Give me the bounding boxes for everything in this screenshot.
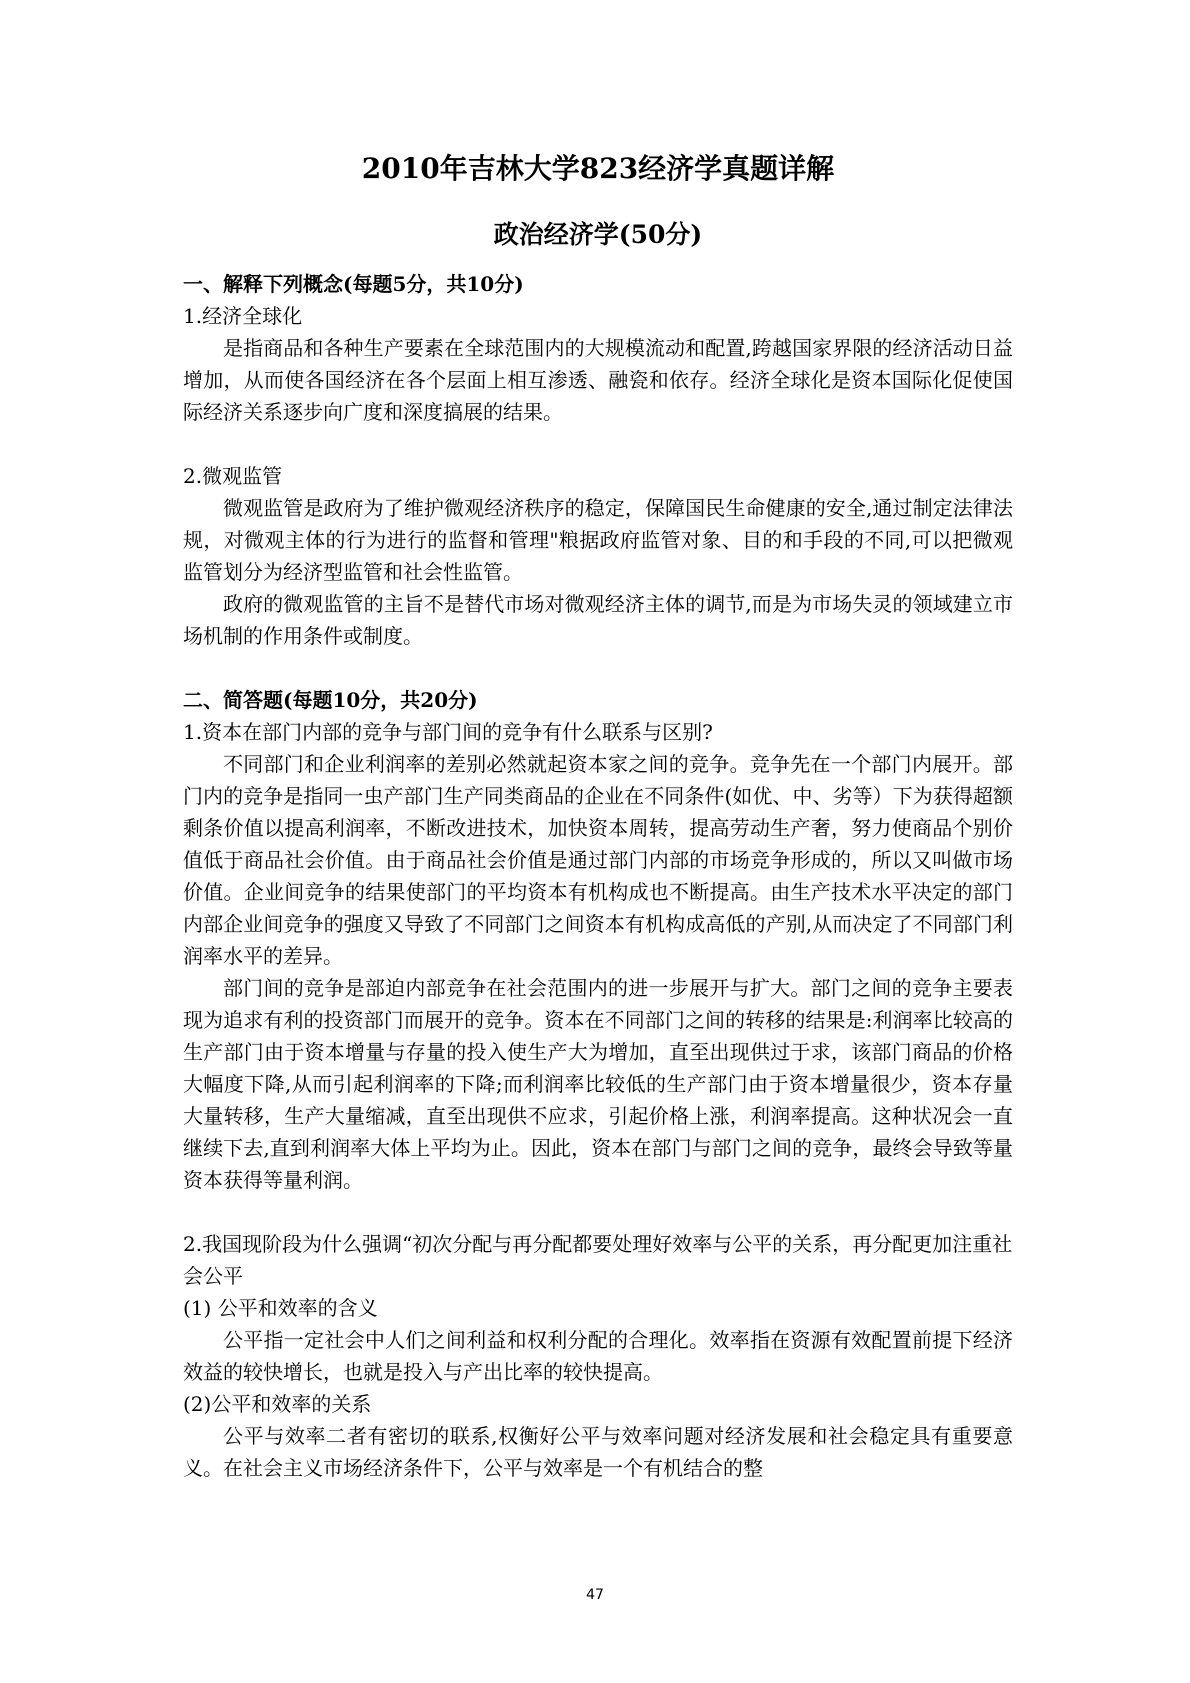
spacer bbox=[183, 1196, 1013, 1228]
page-content bbox=[183, 148, 1013, 1484]
s2-q1-title: 1.资本在部门内部的竞争与部门间的竞争有什么联系与区别? bbox=[183, 720, 713, 744]
section-2-heading: 二、简答题(每题10分，共20分) bbox=[183, 688, 478, 712]
s2-q1-paragraph-2: 部门间的竞争是部迫内部竞争在社会范围内的进一步展开与扩大。部门之间的竞争主要表现为追求有利的投资部门而展开的竞争。资本在不同部门之间的转移的结果是:利润率比较高的生产部门由于资本增量与存量的投入使生产大为增加，直至出现供过于求，该部门商品的价格大幅度下降,从而引起利润率的下降;而利润率比较低的生产部门由于资本增量很少，资本存量大量转移，生产大量缩减，直至出现供不应求，引起价格上涨，利润率提高。这种状况会一直继续下去,直到利润率大体上平均为止。因此，资本在部门与部门之间的竞争，最终会导致等量资本获得等量利润。 bbox=[183, 976, 1013, 1192]
s1-q2-paragraph-2: 政府的微观监管的主旨不是替代市场对微观经济主体的调节,而是为市场失灵的领域建立市场机制的作用条件或制度。 bbox=[183, 592, 1013, 648]
s2-q2-part2-paragraph-1: 公平与效率二者有密切的联系,权衡好公平与效率问题对经济发展和社会稳定具有重要意义。在社会主义市场经济条件下，公平与效率是一个有机结合的整 bbox=[183, 1424, 1013, 1480]
s2-q1-paragraph-1: 不同部门和企业利润率的差别必然就起资本家之间的竞争。竞争先在一个部门内展开。部门内的竞争是指同一虫产部门生产同类商品的企业在不同条件(如优、中、劣等）下为获得超额剩条价值以提高利润率，不断改进技术，加快资本周转，提高劳动生产奢，努力使商品个别价值低于商品社会价值。由于商品社会价值是通过部门内部的市场竞争形成的，所以又叫做市场价值。企业间竞争的结果使部门的平均资本有机构成也不断提高。由生产技术水平决定的部门内部企业间竞争的强度又导致了不同部门之间资本有机构成高低的产别,从而决定了不同部门利润率水平的差异。 bbox=[183, 752, 1013, 968]
page-number: 47 bbox=[586, 1587, 604, 1603]
s1-q2-title: 2.微观监管 bbox=[183, 464, 283, 488]
s2-q2-title: 2.我国现阶段为什么强调“初次分配与再分配都要处理好效率与公平的关系，再分配更加注重社会公平 bbox=[183, 1232, 1013, 1288]
s1-q1-paragraph-1: 是指商品和各种生产要素在全球范围内的大规模流动和配置,跨越国家界限的经济活动日益增加，从而使各国经济在各个层面上相互渗透、融瓷和依存。经济全球化是资本国际化促使国际经济关系逐步向广度和深度搞展的结果。 bbox=[183, 336, 1013, 424]
s2-q2-part1-paragraph-1: 公平指一定社会中人们之间利益和权利分配的合理化。效率指在资源有效配置前提下经济效益的较快增长，也就是投入与产出比率的较快提高。 bbox=[183, 1328, 1013, 1384]
s1-q2-paragraph-1: 微观监管是政府为了维护微观经济秩序的稳定，保障国民生命健康的安全,通过制定法律法规，对微观主体的行为进行的监督和管理"粮据政府监管对象、目的和手段的不同,可以把微观监管划分为经济型监管和社会性监管。 bbox=[183, 496, 1013, 584]
s2-q2-part1-title: (1) 公平和效率的含义 bbox=[183, 1296, 378, 1320]
s1-q1-title: 1.经济全球化 bbox=[183, 304, 303, 328]
spacer bbox=[183, 652, 1013, 684]
section-1-heading: 一、解释下列概念(每题5分，共10分) bbox=[183, 272, 524, 296]
document-title: 2010年吉林大学823经济学真题详解 bbox=[361, 152, 835, 185]
spacer bbox=[183, 428, 1013, 460]
s2-q2-part2-title: (2)公平和效率的关系 bbox=[183, 1392, 372, 1416]
document-subtitle: 政治经济学(50分) bbox=[493, 220, 703, 249]
